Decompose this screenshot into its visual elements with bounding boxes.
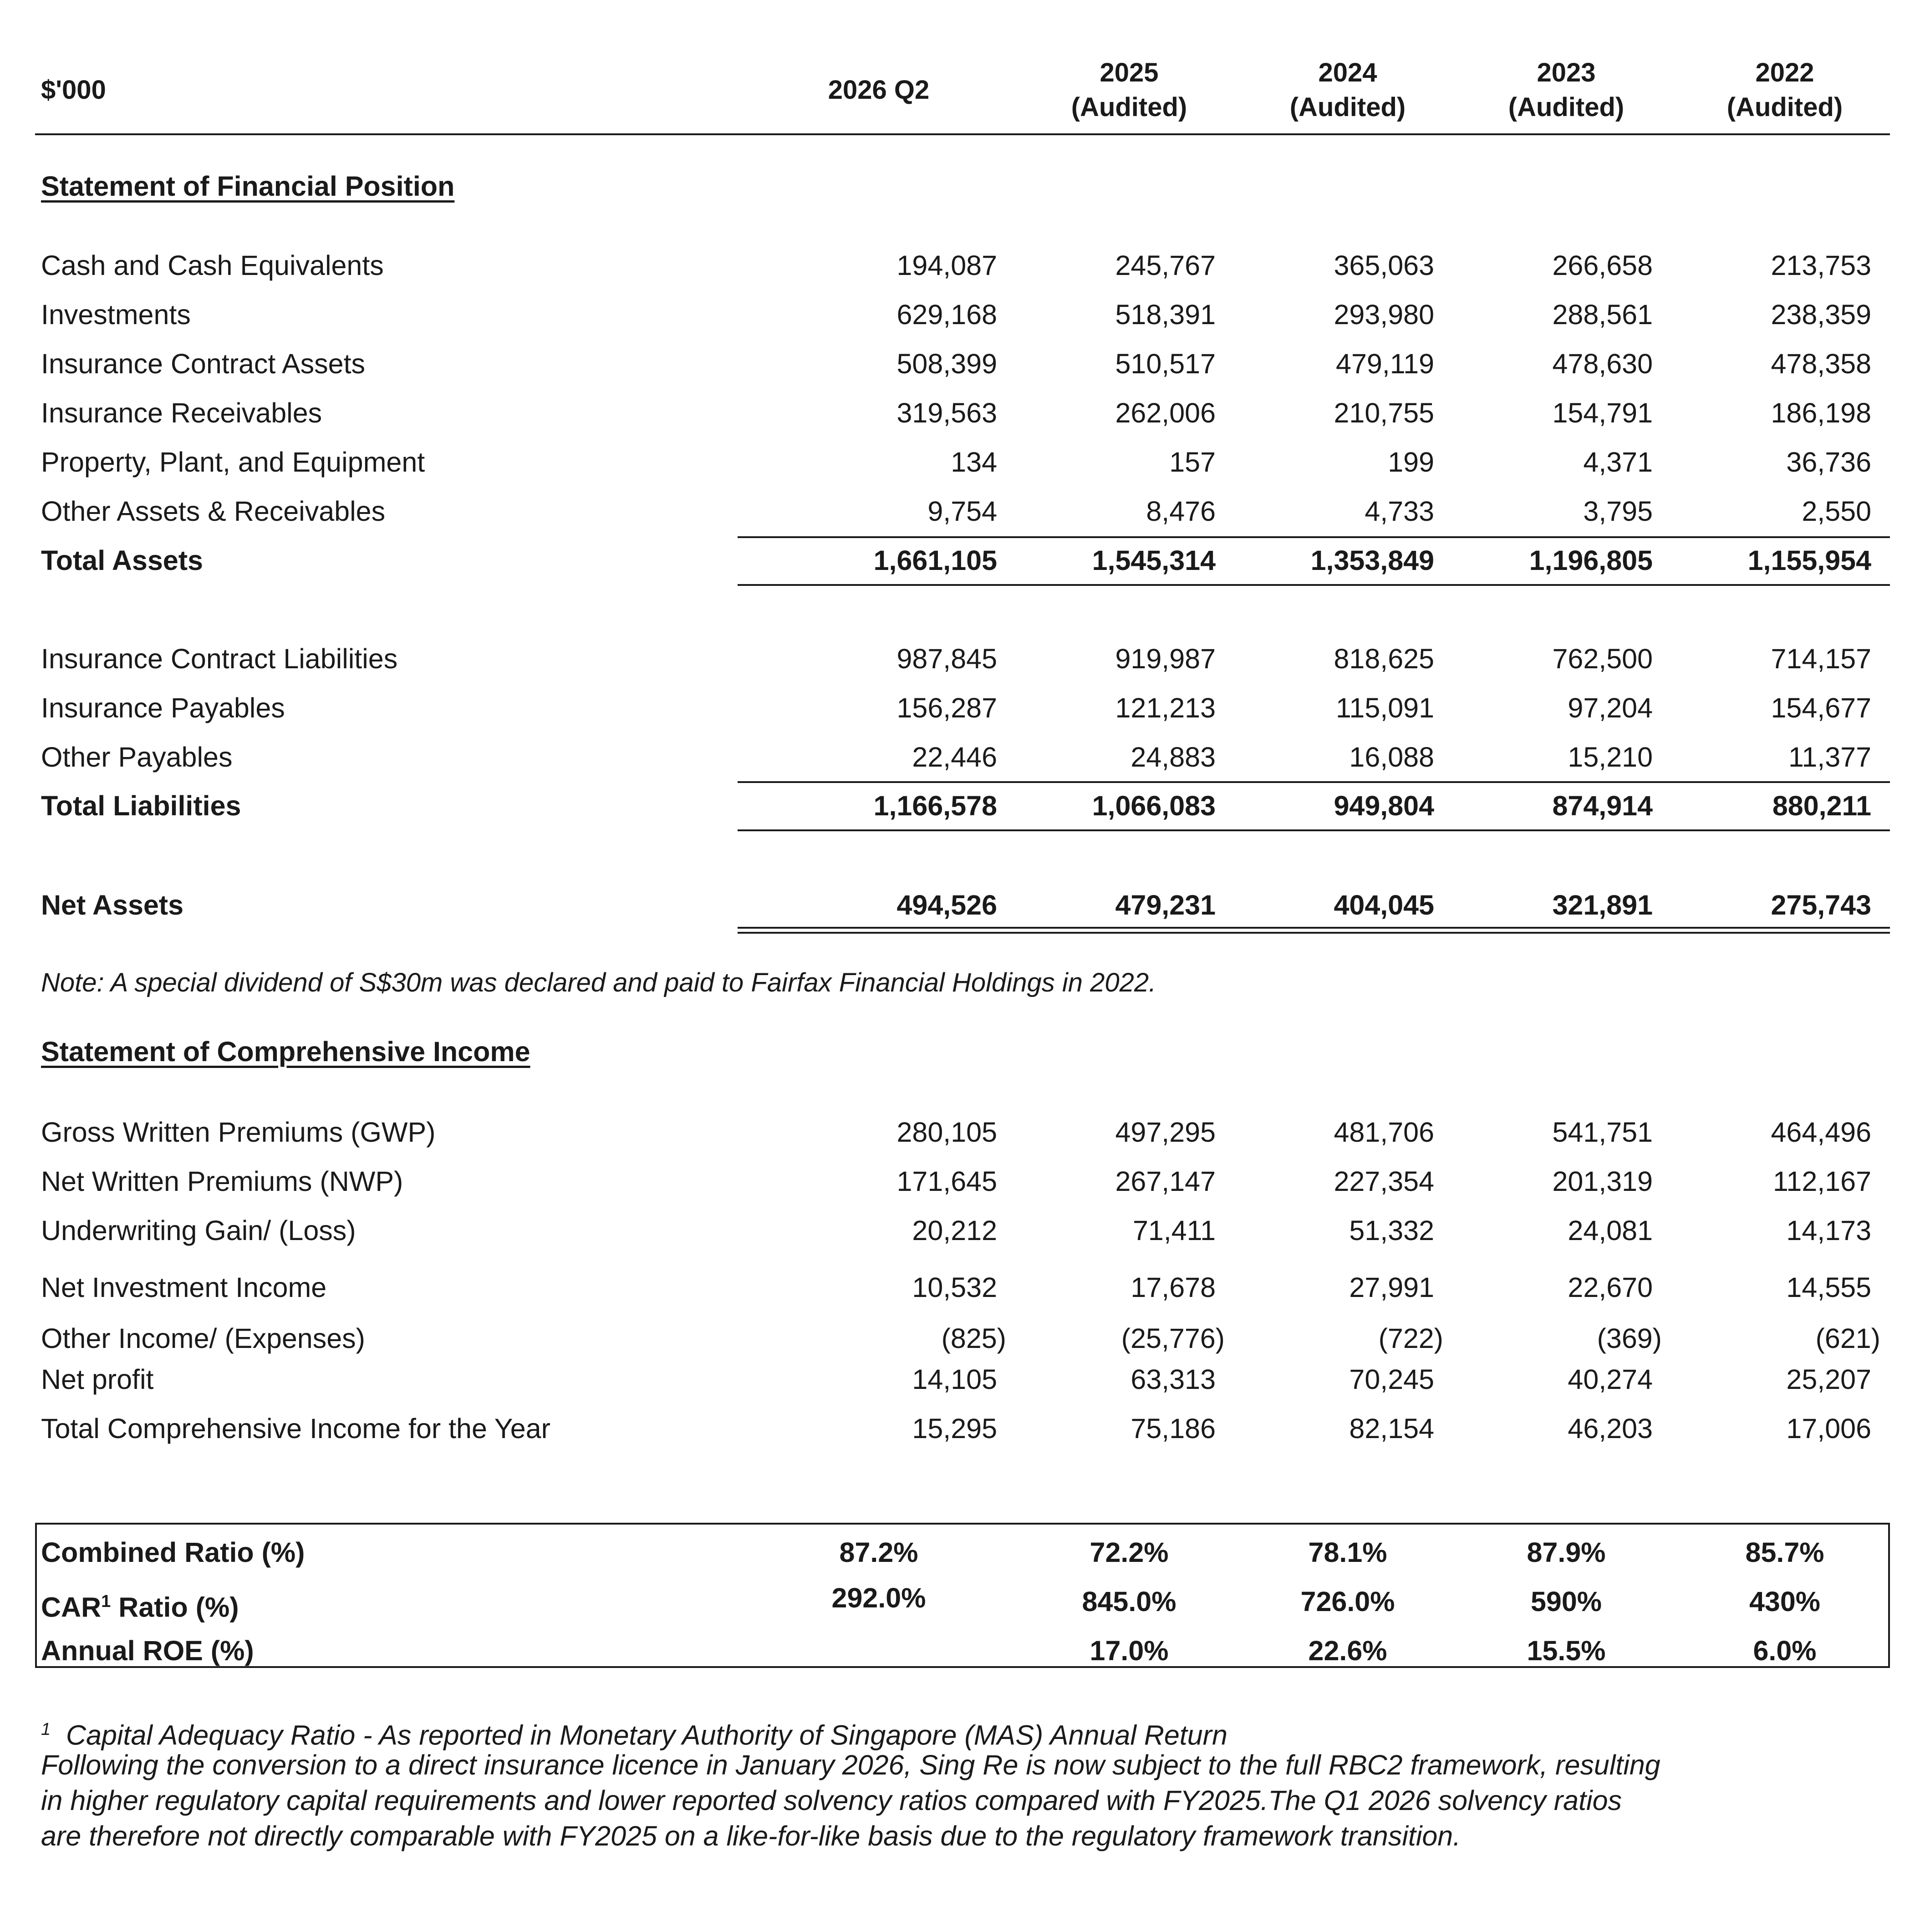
unit-label: $'000	[41, 75, 106, 105]
cell-value: 17,006	[1786, 1413, 1871, 1444]
cell-value: 27,991	[1349, 1272, 1434, 1303]
column-header-line1: 2024	[1318, 58, 1377, 87]
cell-value: (621)	[1815, 1323, 1880, 1354]
cell-value: 1,545,314	[1092, 545, 1216, 576]
ratio-value: 17.0%	[1090, 1635, 1169, 1666]
cell-value: (722)	[1378, 1323, 1443, 1354]
cell-value: 478,630	[1552, 348, 1653, 379]
cell-value: 22,446	[912, 742, 997, 773]
column-header-2022	[1671, 56, 1899, 125]
footnote-line-1	[41, 1712, 1227, 1753]
cell-value: 14,173	[1786, 1215, 1871, 1246]
row-label-other-assets: Other Assets & Receivables	[41, 496, 386, 527]
row-label-insurance-payables: Insurance Payables	[41, 692, 285, 723]
column-header-line2: (Audited)	[1071, 92, 1187, 122]
cell-value: 880,211	[1772, 790, 1871, 821]
cell-value: 70,245	[1349, 1364, 1434, 1395]
cell-value: 245,767	[1115, 250, 1216, 281]
row-label-underwriting: Underwriting Gain/ (Loss)	[41, 1215, 356, 1246]
cell-value: (369)	[1597, 1323, 1662, 1354]
row-label-net-investment-income: Net Investment Income	[41, 1272, 327, 1303]
subtotal-rule	[738, 781, 1890, 783]
cell-value: 494,526	[896, 890, 997, 920]
column-header-2023	[1452, 56, 1680, 125]
ratio-value: 430%	[1749, 1586, 1820, 1617]
cell-value: 4,371	[1583, 447, 1653, 478]
column-header-line1: 2025	[1100, 58, 1159, 87]
footnote-line-2: Following the conversion to a direct insurance licence in January 2026, Sing Re is now subject to the full RBC2 framework, resulting	[41, 1749, 1660, 1780]
cell-value: 25,207	[1786, 1364, 1871, 1395]
cell-value: 40,274	[1568, 1364, 1653, 1395]
cell-value: 97,204	[1568, 692, 1653, 723]
cell-value: 1,661,105	[873, 545, 997, 576]
cell-value: 8,476	[1146, 496, 1216, 527]
row-label-car-ratio	[41, 1586, 239, 1623]
footnote-marker: 1	[41, 1720, 51, 1739]
cell-value: 714,157	[1771, 643, 1871, 674]
cell-value: 541,751	[1552, 1117, 1653, 1148]
row-label-cash: Cash and Cash Equivalents	[41, 250, 384, 281]
footnote-text: Capital Adequacy Ratio - As reported in Monetary Authority of Singapore (MAS) Annual Return	[66, 1719, 1227, 1751]
cell-value: 199	[1388, 447, 1434, 478]
cell-value: 293,980	[1334, 299, 1434, 330]
cell-value: 404,045	[1334, 890, 1434, 920]
cell-value: 266,658	[1552, 250, 1653, 281]
row-label-other-payables: Other Payables	[41, 742, 233, 773]
cell-value: 762,500	[1552, 643, 1653, 674]
cell-value: 186,198	[1771, 397, 1871, 428]
cell-value: 15,210	[1568, 742, 1653, 773]
column-header-2024	[1234, 56, 1462, 125]
cell-value: 10,532	[912, 1272, 997, 1303]
column-header-line1: 2026 Q2	[828, 75, 930, 105]
row-label-insurance-contract-liabilities: Insurance Contract Liabilities	[41, 643, 398, 674]
cell-value: 154,677	[1771, 692, 1871, 723]
cell-value: 275,743	[1771, 890, 1871, 920]
ratio-value: 72.2%	[1090, 1537, 1169, 1568]
ratio-value: 15.5%	[1527, 1635, 1606, 1666]
row-label-insurance-receivables: Insurance Receivables	[41, 397, 322, 428]
cell-value: 46,203	[1568, 1413, 1653, 1444]
cell-value: 24,883	[1131, 742, 1216, 773]
cell-value: 115,091	[1336, 692, 1434, 723]
cell-value: 9,754	[927, 496, 997, 527]
cell-value: 15,295	[912, 1413, 997, 1444]
cell-value: 987,845	[896, 643, 997, 674]
cell-value: 949,804	[1334, 790, 1434, 821]
cell-value: 518,391	[1115, 299, 1216, 330]
cell-value: 319,563	[896, 397, 997, 428]
row-label-insurance-contract-assets: Insurance Contract Assets	[41, 348, 366, 379]
cell-value: 156,287	[896, 692, 997, 723]
cell-value: 22,670	[1568, 1272, 1653, 1303]
cell-value: 20,212	[912, 1215, 997, 1246]
cell-value: 481,706	[1334, 1117, 1434, 1148]
cell-value: 201,319	[1552, 1166, 1653, 1197]
ratio-value: 85.7%	[1745, 1537, 1824, 1568]
row-label-gwp: Gross Written Premiums (GWP)	[41, 1117, 436, 1148]
cell-value: 16,088	[1349, 742, 1434, 773]
cell-value: 227,354	[1334, 1166, 1434, 1197]
double-rule-bottom	[738, 932, 1890, 934]
row-label-net-profit: Net profit	[41, 1364, 154, 1395]
cell-value: 75,186	[1131, 1413, 1216, 1444]
cell-value: 1,196,805	[1529, 545, 1653, 576]
cell-value: 280,105	[896, 1117, 997, 1148]
cell-value: 63,313	[1131, 1364, 1216, 1395]
ratio-value: 845.0%	[1082, 1586, 1176, 1617]
total-rule	[738, 829, 1890, 831]
column-header-2026q2	[765, 73, 993, 107]
column-header-line1: 2023	[1537, 58, 1596, 87]
cell-value: 11,377	[1788, 742, 1871, 773]
ratio-value: 87.2%	[839, 1537, 918, 1568]
section-title-financial-position: Statement of Financial Position	[41, 171, 455, 202]
header-divider	[35, 133, 1890, 135]
cell-value: 154,791	[1552, 397, 1653, 428]
cell-value: 365,063	[1334, 250, 1434, 281]
ratio-value: 22.6%	[1308, 1635, 1387, 1666]
ratio-value: 6.0%	[1753, 1635, 1817, 1666]
cell-value: (25,776)	[1121, 1323, 1225, 1354]
cell-value: 134	[951, 447, 997, 478]
cell-value: 510,517	[1115, 348, 1216, 379]
cell-value: 464,496	[1771, 1117, 1871, 1148]
cell-value: 112,167	[1773, 1166, 1871, 1197]
ratio-value: 590%	[1530, 1586, 1602, 1617]
row-label-other-income: Other Income/ (Expenses)	[41, 1323, 365, 1354]
dividend-note: Note: A special dividend of S$30m was declared and paid to Fairfax Financial Holdings in 2022.	[41, 968, 1156, 997]
cell-value: 818,625	[1334, 643, 1434, 674]
column-header-2025	[1015, 56, 1243, 125]
car-label-text: CAR	[41, 1591, 102, 1623]
cell-value: 267,147	[1115, 1166, 1216, 1197]
cell-value: 479,119	[1336, 348, 1434, 379]
column-header-line2: (Audited)	[1508, 92, 1625, 122]
subtotal-rule	[738, 536, 1890, 538]
cell-value: (825)	[941, 1323, 1006, 1354]
cell-value: 288,561	[1552, 299, 1653, 330]
cell-value: 14,555	[1786, 1272, 1871, 1303]
cell-value: 194,087	[896, 250, 997, 281]
ratio-value: 78.1%	[1308, 1537, 1387, 1568]
cell-value: 14,105	[912, 1364, 997, 1395]
row-label-total-liabilities: Total Liabilities	[41, 790, 241, 821]
cell-value: 157	[1169, 447, 1216, 478]
footnote-line-3: in higher regulatory capital requirements and lower reported solvency ratios compared with FY2025.The Q1 2026 solvency ratios	[41, 1785, 1622, 1816]
cell-value: 478,358	[1771, 348, 1871, 379]
section-title-comprehensive-income: Statement of Comprehensive Income	[41, 1036, 530, 1067]
cell-value: 919,987	[1115, 643, 1216, 674]
cell-value: 51,332	[1349, 1215, 1434, 1246]
cell-value: 17,678	[1131, 1272, 1216, 1303]
row-label-nwp: Net Written Premiums (NWP)	[41, 1166, 403, 1197]
cell-value: 1,066,083	[1092, 790, 1216, 821]
row-label-property-plant-equipment: Property, Plant, and Equipment	[41, 447, 425, 478]
cell-value: 238,359	[1771, 299, 1871, 330]
cell-value: 82,154	[1349, 1413, 1434, 1444]
cell-value: 71,411	[1132, 1215, 1216, 1246]
cell-value: 497,295	[1115, 1117, 1216, 1148]
cell-value: 1,166,578	[873, 790, 997, 821]
cell-value: 121,213	[1115, 692, 1216, 723]
row-label-annual-roe: Annual ROE (%)	[41, 1635, 254, 1666]
cell-value: 874,914	[1552, 790, 1653, 821]
row-label-total-comprehensive-income: Total Comprehensive Income for the Year	[41, 1413, 550, 1444]
column-header-line2: (Audited)	[1726, 92, 1843, 122]
cell-value: 36,736	[1786, 447, 1871, 478]
car-label-suffix: Ratio (%)	[111, 1591, 239, 1623]
cell-value: 321,891	[1552, 890, 1653, 920]
double-rule-top	[738, 927, 1890, 929]
ratio-value: 726.0%	[1300, 1586, 1395, 1617]
cell-value: 4,733	[1365, 496, 1434, 527]
ratio-value: 87.9%	[1527, 1537, 1606, 1568]
row-label-total-assets: Total Assets	[41, 545, 203, 576]
cell-value: 1,155,954	[1747, 545, 1871, 576]
cell-value: 479,231	[1115, 890, 1216, 920]
cell-value: 1,353,849	[1310, 545, 1434, 576]
footnote-line-4: are therefore not directly comparable with FY2025 on a like-for-like basis due to the regulatory framework transition.	[41, 1820, 1461, 1851]
cell-value: 213,753	[1771, 250, 1871, 281]
footnote-marker: 1	[101, 1592, 111, 1611]
cell-value: 171,645	[896, 1166, 997, 1197]
total-rule	[738, 584, 1890, 586]
cell-value: 3,795	[1583, 496, 1653, 527]
cell-value: 2,550	[1802, 496, 1871, 527]
cell-value: 508,399	[896, 348, 997, 379]
cell-value: 210,755	[1334, 397, 1434, 428]
cell-value: 262,006	[1115, 397, 1216, 428]
ratio-value: 292.0%	[831, 1582, 926, 1613]
cell-value: 24,081	[1568, 1215, 1653, 1246]
row-label-net-assets: Net Assets	[41, 890, 184, 920]
row-label-combined-ratio: Combined Ratio (%)	[41, 1537, 305, 1568]
cell-value: 629,168	[896, 299, 997, 330]
row-label-investments: Investments	[41, 299, 191, 330]
column-header-line2: (Audited)	[1289, 92, 1406, 122]
column-header-line1: 2022	[1755, 58, 1814, 87]
